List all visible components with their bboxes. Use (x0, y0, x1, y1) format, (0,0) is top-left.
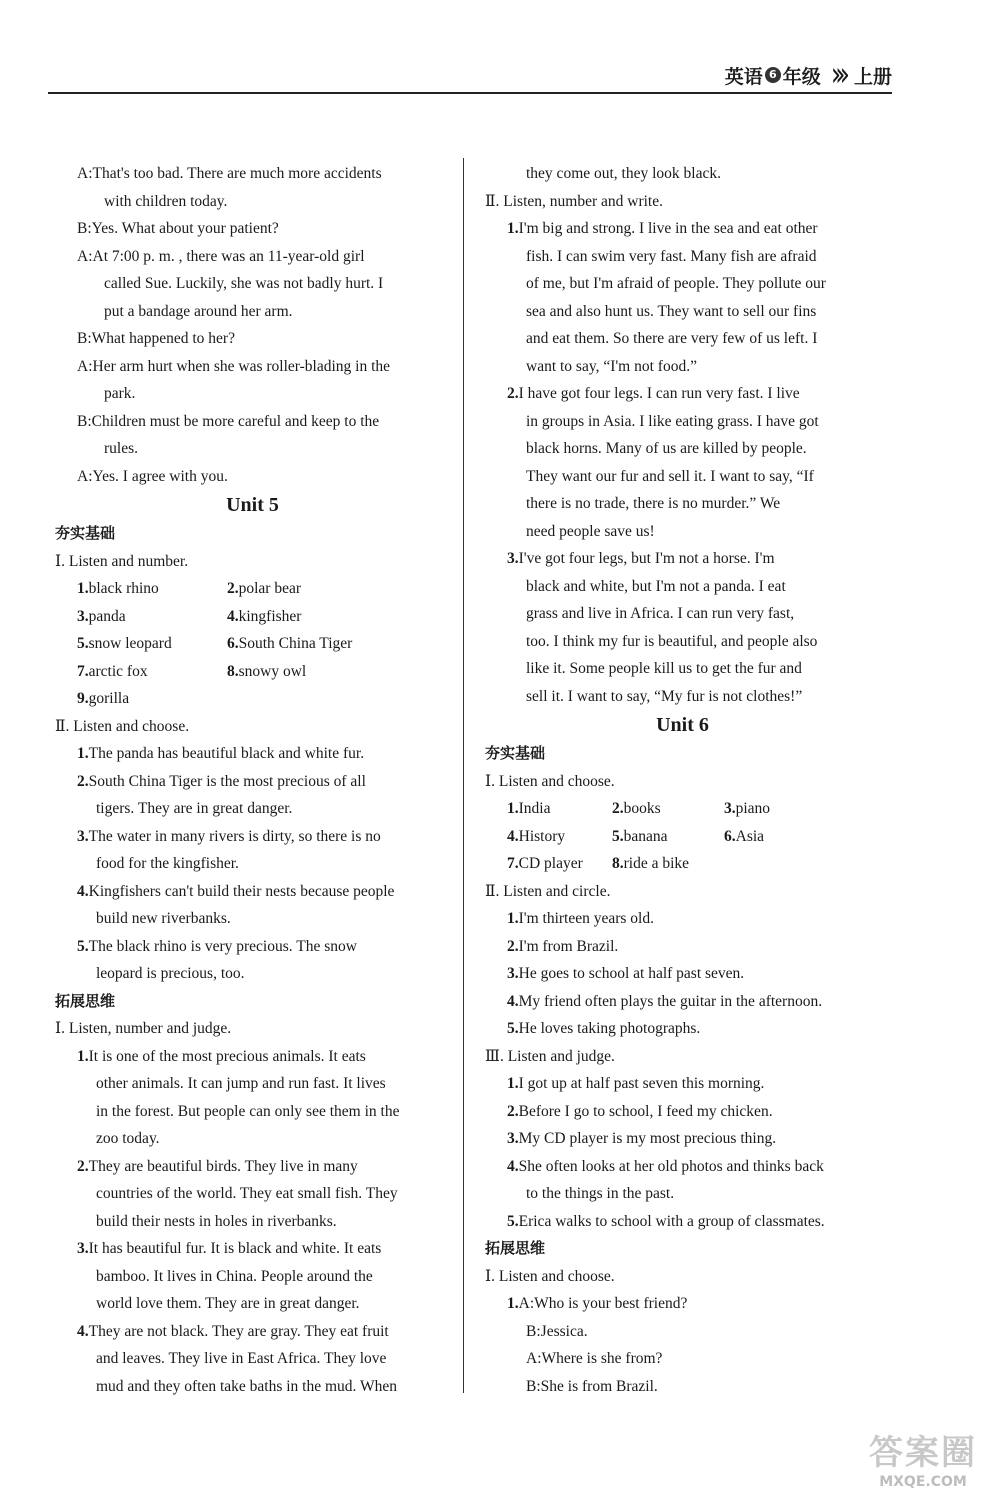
dialogue-line (55, 215, 450, 243)
item-text: zoo today. (96, 1130, 160, 1147)
item-text: world love them. They are in great danger. (96, 1295, 360, 1312)
question-line (55, 768, 450, 796)
question-line (55, 823, 450, 851)
item-number: 2. (77, 1157, 89, 1175)
grade-badge: 6 (765, 67, 781, 83)
question-title: Ⅰ. Listen and choose. (485, 772, 615, 790)
item-number: 1. (77, 1047, 89, 1065)
dialogue-line (55, 408, 450, 436)
item-text: He goes to school at half past seven. (518, 965, 745, 982)
question-line (485, 298, 880, 326)
question-line (55, 1290, 450, 1318)
volume-label: 上册 (853, 65, 892, 88)
item-number: 5. (77, 635, 89, 652)
question-line (55, 960, 450, 988)
item-number: 2. (507, 385, 519, 402)
item-number: 1. (507, 910, 519, 927)
speaker-label: B: (526, 1322, 541, 1340)
item-number: 1. (507, 1295, 519, 1312)
item-number: 3. (77, 1240, 89, 1257)
dialogue-text: put a bandage around her arm. (104, 302, 293, 320)
item-number: 2. (507, 1102, 519, 1120)
grid-item (77, 685, 227, 713)
item-text: I have got four legs. I can run very fast. I live (518, 385, 800, 402)
dialogue-text: park. (104, 385, 136, 402)
section-title: 拓展思维 (485, 1239, 546, 1257)
item-text: banana (623, 827, 668, 845)
answer-grid (485, 795, 880, 878)
dialogue-line (55, 325, 450, 353)
item-text: too. I think my fur is beautiful, and people also (526, 632, 818, 650)
grid-item (612, 795, 724, 823)
dialogue-text: At 7:00 p. m. , there was an 11-year-old girl (92, 247, 365, 265)
dialogue-line (55, 463, 450, 491)
item-number: 4. (507, 1157, 519, 1175)
dialogue-line (55, 270, 450, 298)
item-text: need people save us! (526, 522, 655, 540)
item-number: 8. (227, 662, 239, 680)
item-number: 9. (77, 690, 89, 707)
question-line (485, 380, 880, 408)
item-text: want to say, “I'm not food.” (526, 357, 697, 375)
grid-item (227, 575, 377, 603)
speaker-label: B: (77, 330, 92, 347)
item-number: 4. (507, 992, 519, 1010)
item-number: 2. (77, 772, 89, 790)
item-text: build new riverbanks. (96, 910, 231, 927)
dialogue-text: Yes. What about your patient? (91, 220, 279, 237)
item-text: They are beautiful birds. They live in many (88, 1157, 358, 1175)
item-text: I'm from Brazil. (518, 937, 619, 955)
dialogue-line (55, 243, 450, 271)
question-line (485, 353, 880, 381)
grid-item (227, 658, 377, 686)
item-text: leopard is precious, too. (96, 965, 245, 982)
item-number: 5. (77, 937, 89, 955)
speaker-label: B: (77, 412, 92, 430)
dialogue-line (55, 380, 450, 408)
question-line (485, 960, 880, 988)
question-line (485, 1153, 880, 1181)
item-number: 8. (612, 855, 624, 872)
item-text: CD player (518, 855, 583, 872)
item-number: 3. (77, 827, 89, 845)
item-number: 4. (507, 827, 519, 845)
item-number: 3. (77, 607, 89, 625)
section-title: 夯实基础 (55, 524, 116, 542)
question-line (485, 463, 880, 491)
question-line (485, 435, 880, 463)
question-line (55, 1318, 450, 1346)
grid-item (724, 795, 834, 823)
question-line (485, 988, 880, 1016)
question-line (55, 1098, 450, 1126)
dialogue-text: called Sue. Luckily, she was not badly hurt. I (104, 275, 384, 292)
question-line (485, 1070, 880, 1098)
dialogue-text: Children must be more careful and keep to the (91, 412, 380, 430)
item-text: piano (735, 800, 771, 817)
item-text: The water in many rivers is dirty, so there is no (88, 827, 381, 845)
item-text: History (518, 827, 566, 845)
question-line (485, 905, 880, 933)
watermark-logo: 答案圈 (869, 1433, 977, 1473)
dialogue-line (55, 353, 450, 381)
speaker-label: B: (526, 1377, 541, 1395)
dialogue-line (485, 1290, 880, 1318)
item-number: 6. (227, 635, 239, 652)
item-text: South China Tiger is the most precious of all (88, 772, 366, 790)
item-number: 2. (612, 800, 624, 817)
question-line (55, 933, 450, 961)
question-line (485, 1098, 880, 1126)
dialogue-text: What happened to her? (91, 330, 235, 347)
item-text: like it. Some people kill us to get the fur and (526, 660, 802, 677)
item-number: 1. (77, 745, 89, 762)
item-text: The black rhino is very precious. The snow (88, 937, 357, 955)
question-line (485, 628, 880, 656)
speaker-label: A: (518, 1295, 535, 1312)
item-text: I got up at half past seven this morning. (518, 1075, 765, 1092)
item-text: ride a bike (623, 855, 690, 872)
item-text: I'm thirteen years old. (518, 910, 654, 927)
item-text: to the things in the past. (526, 1185, 675, 1202)
grid-item (612, 823, 724, 851)
item-number: 1. (77, 580, 89, 597)
question-line (55, 1180, 450, 1208)
item-number: 3. (507, 1130, 519, 1147)
question-line (55, 1373, 450, 1401)
section-title: 夯实基础 (485, 744, 546, 762)
item-text: black rhino (88, 580, 159, 597)
item-text: build their nests in holes in riverbanks. (96, 1212, 337, 1230)
dialogue-text: Who is your best friend? (534, 1295, 688, 1312)
question-line (55, 1263, 450, 1291)
grid-item (77, 603, 227, 631)
question-line (55, 878, 450, 906)
question-line (55, 1235, 450, 1263)
item-text: snow leopard (88, 635, 172, 652)
continuation-line: they come out, they look black. (526, 165, 721, 182)
item-text: tigers. They are in great danger. (96, 800, 293, 817)
item-text: I've got four legs, but I'm not a horse. I'm (518, 550, 775, 567)
grid-item (77, 630, 227, 658)
question-line (55, 740, 450, 768)
item-text: I'm big and strong. I live in the sea and eat other (518, 220, 818, 237)
item-text: polar bear (238, 580, 302, 597)
speaker-label: A: (77, 357, 93, 375)
right-column (485, 160, 880, 1400)
question-line (55, 1153, 450, 1181)
item-text: food for the kingfisher. (96, 855, 239, 872)
item-text: countries of the world. They eat small fish. They (96, 1185, 398, 1202)
item-text: He loves taking photographs. (518, 1020, 701, 1037)
question-title: Ⅱ. Listen and circle. (485, 882, 611, 900)
item-text: It is one of the most precious animals. It eats (88, 1047, 366, 1065)
item-number: 7. (77, 662, 89, 680)
item-text: books (623, 800, 661, 817)
item-text: in the forest. But people can only see them in the (96, 1102, 400, 1120)
question-line (485, 408, 880, 436)
item-text: snowy owl (238, 662, 307, 680)
item-number: 5. (612, 827, 624, 845)
question-line (485, 933, 880, 961)
question-line (485, 270, 880, 298)
question-line (55, 1208, 450, 1236)
item-text: She often looks at her old photos and thinks back (518, 1157, 824, 1175)
dialogue-text: Yes. I agree with you. (92, 467, 228, 485)
page-header (724, 55, 892, 95)
question-line (55, 1043, 450, 1071)
chevron-icon: ››› (830, 55, 844, 95)
speaker-label: A: (77, 467, 93, 485)
item-text: They want our fur and sell it. I want to say, “If (526, 467, 814, 485)
item-text: South China Tiger (238, 635, 353, 652)
item-text: grass and live in Africa. I can run very fast, (526, 605, 795, 622)
question-line (485, 573, 880, 601)
speaker-label: A: (526, 1350, 542, 1367)
question-line (485, 518, 880, 546)
question-line (485, 600, 880, 628)
item-text: bamboo. It lives in China. People around the (96, 1267, 373, 1285)
question-line (485, 325, 880, 353)
question-line (485, 1180, 880, 1208)
question-title: Ⅱ. Listen and choose. (55, 717, 190, 735)
grid-item (77, 658, 227, 686)
item-number: 2. (227, 580, 239, 597)
item-text: kingfisher (238, 607, 302, 625)
item-number: 5. (507, 1212, 519, 1230)
section-title: 拓展思维 (55, 991, 116, 1010)
question-line (55, 1070, 450, 1098)
question-line (55, 1345, 450, 1373)
question-line (485, 215, 880, 243)
question-line (55, 905, 450, 933)
item-number: 3. (724, 800, 736, 817)
question-line (485, 1015, 880, 1043)
speaker-label: A: (77, 165, 93, 182)
question-line (485, 1208, 880, 1236)
header-rule (48, 92, 892, 94)
question-line (55, 850, 450, 878)
item-text: sell it. I want to say, “My fur is not clothes!” (526, 687, 803, 705)
dialogue-line (55, 188, 450, 216)
dialogue-text: Her arm hurt when she was roller-blading in the (92, 357, 391, 375)
item-number: 1. (507, 220, 519, 237)
item-text: My CD player is my most precious thing. (518, 1130, 777, 1147)
watermark (858, 1425, 988, 1490)
item-text: black and white, but I'm not a panda. I eat (526, 577, 786, 595)
item-text: of me, but I'm afraid of people. They pollute our (526, 275, 826, 292)
item-number: 4. (227, 607, 239, 625)
question-line (485, 545, 880, 573)
item-number: 6. (724, 827, 736, 845)
grid-item (507, 850, 612, 878)
item-text: other animals. It can jump and run fast. It lives (96, 1075, 386, 1092)
dialogue-line (55, 160, 450, 188)
question-title: Ⅰ. Listen and number. (55, 552, 189, 570)
dialogue-text: That's too bad. There are much more accidents (92, 165, 382, 182)
question-line (485, 683, 880, 711)
grid-item (227, 630, 377, 658)
grid-item (77, 575, 227, 603)
question-line (485, 655, 880, 683)
grid-item (507, 823, 612, 851)
item-text: and leaves. They live in East Africa. They love (96, 1350, 387, 1367)
item-text: mud and they often take baths in the mud. When (96, 1377, 398, 1395)
subject-label: 英语 (724, 65, 763, 88)
item-number: 7. (507, 855, 519, 872)
item-text: My friend often plays the guitar in the afternoon. (518, 992, 823, 1010)
item-number: 1. (507, 1075, 519, 1092)
item-text: India (518, 800, 551, 817)
grade-suffix: 年级 (782, 65, 821, 88)
item-text: panda (88, 607, 126, 625)
item-text: Kingfishers can't build their nests because people (88, 882, 395, 900)
item-number: 2. (507, 937, 519, 955)
item-text: The panda has beautiful black and white fur. (88, 745, 365, 762)
question-line (485, 1125, 880, 1153)
unit-title: Unit 6 (656, 714, 709, 736)
item-number: 4. (77, 882, 89, 900)
speaker-label: B: (77, 220, 92, 237)
grid-item (227, 603, 377, 631)
item-text: in groups in Asia. I like eating grass. I have got (526, 412, 819, 430)
item-number: 5. (507, 1020, 519, 1037)
item-number: 1. (507, 800, 519, 817)
question-line (55, 1125, 450, 1153)
item-number: 3. (507, 965, 519, 982)
item-text: Before I go to school, I feed my chicken. (518, 1102, 773, 1120)
question-line (485, 490, 880, 518)
item-text: sea and also hunt us. They want to sell our fins (526, 302, 817, 320)
question-title: Ⅱ. Listen, number and write. (485, 192, 663, 210)
item-text: and eat them. So there are very few of us left. I (526, 330, 818, 347)
left-column (55, 160, 450, 1400)
question-title: Ⅲ. Listen and judge. (485, 1047, 615, 1065)
item-text: They are not black. They are gray. They eat fruit (88, 1322, 389, 1340)
dialogue-text: rules. (104, 440, 139, 457)
item-text: there is no trade, there is no murder.” We (526, 495, 781, 512)
dialogue-text: Where is she from? (541, 1350, 663, 1367)
dialogue-line (485, 1318, 880, 1346)
watermark-url: MXQE.COM (879, 1474, 967, 1490)
dialogue-line (485, 1373, 880, 1401)
column-divider (463, 158, 464, 1393)
dialogue-line (55, 435, 450, 463)
grid-item (507, 795, 612, 823)
question-title: Ⅰ. Listen and choose. (485, 1267, 615, 1285)
item-text: Asia (735, 827, 765, 845)
dialogue-line (55, 298, 450, 326)
dialogue-text: She is from Brazil. (540, 1377, 658, 1395)
item-text: black horns. Many of us are killed by people. (526, 440, 807, 457)
item-number: 3. (507, 550, 519, 567)
question-line (485, 243, 880, 271)
item-text: gorilla (88, 690, 130, 707)
grid-item (724, 823, 834, 851)
item-number: 4. (77, 1322, 89, 1340)
unit-title: Unit 5 (226, 494, 279, 516)
item-text: It has beautiful fur. It is black and white. It eats (88, 1240, 382, 1257)
question-line (55, 795, 450, 823)
speaker-label: A: (77, 247, 93, 265)
item-text: fish. I can swim very fast. Many fish are afraid (526, 247, 817, 265)
dialogue-text: with children today. (104, 192, 228, 210)
item-text: Erica walks to school with a group of classmates. (518, 1212, 825, 1230)
grid-item (612, 850, 724, 878)
item-text: arctic fox (88, 662, 148, 680)
dialogue-line (485, 1345, 880, 1373)
answer-grid (55, 575, 450, 713)
dialogue-text: Jessica. (540, 1322, 588, 1340)
question-title: Ⅰ. Listen, number and judge. (55, 1020, 232, 1037)
